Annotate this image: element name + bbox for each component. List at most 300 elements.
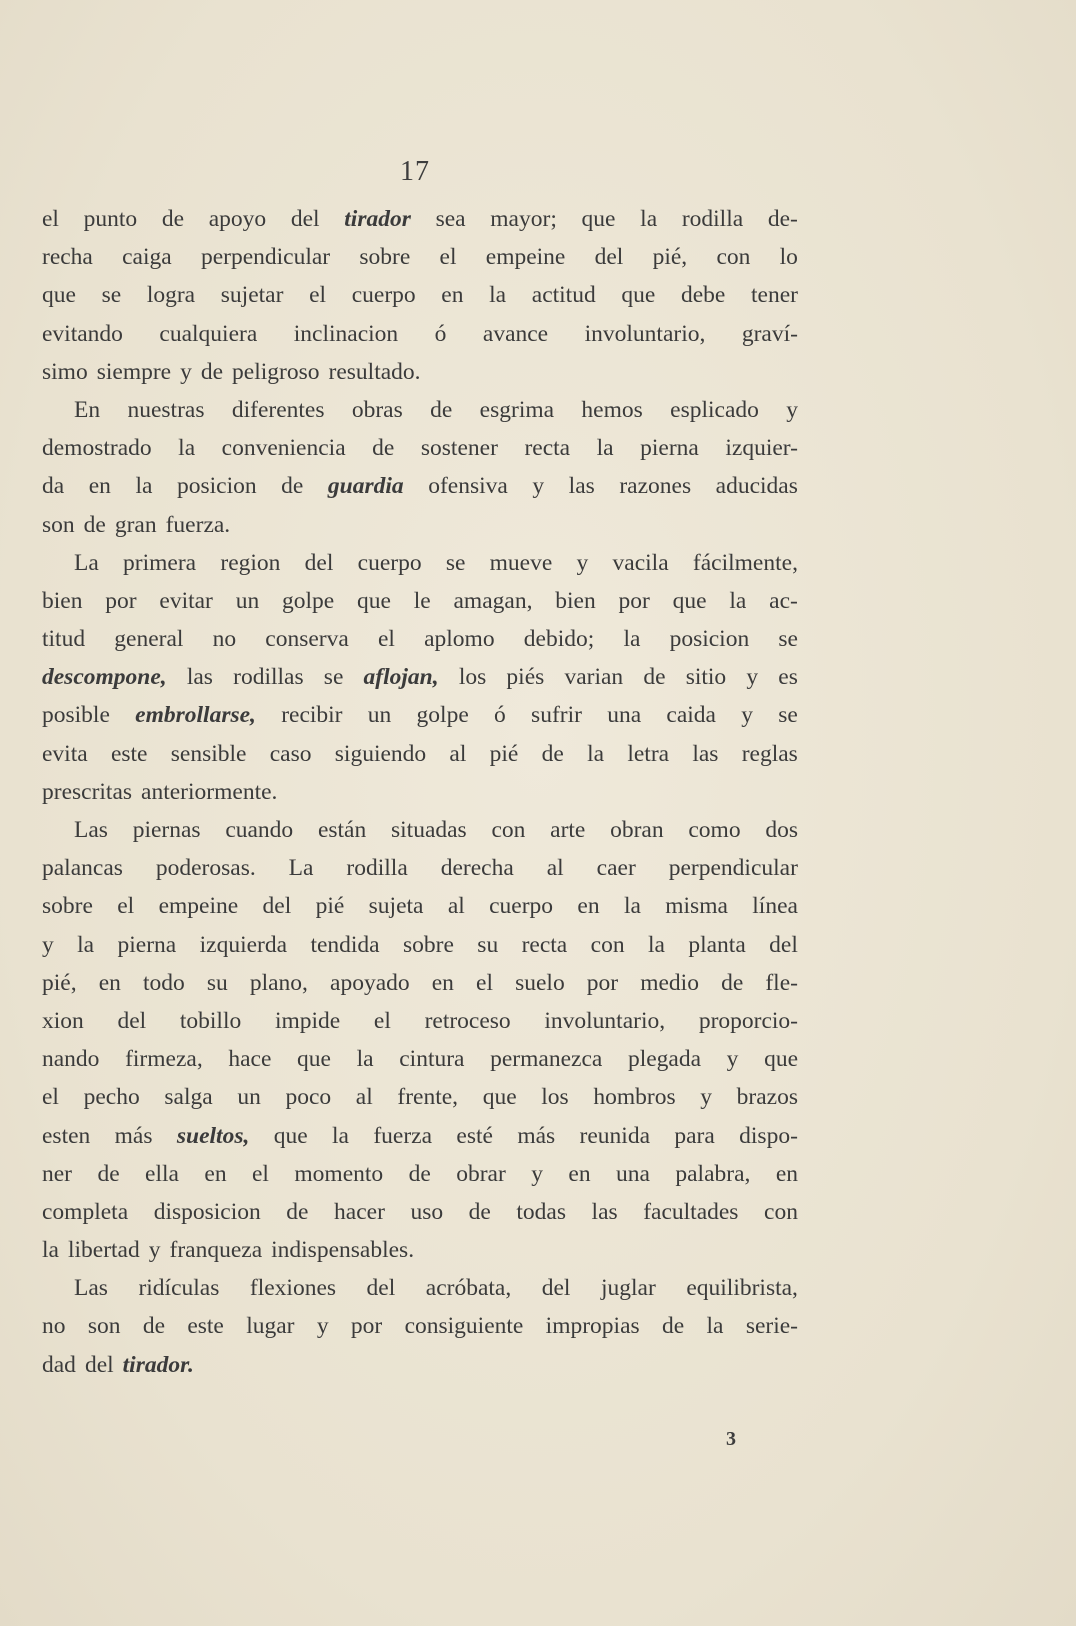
word: con [491, 817, 526, 843]
word: se [778, 626, 798, 653]
word: pié [315, 893, 345, 920]
word: se [323, 664, 344, 691]
word: la [489, 282, 507, 309]
word: mayor; [490, 206, 557, 232]
word: el [377, 626, 395, 653]
word: caer [596, 855, 636, 882]
text-line [42, 964, 798, 1002]
text-line [42, 315, 798, 353]
word: obran [610, 817, 664, 843]
word: perpendicular [200, 244, 331, 271]
word: la [77, 931, 95, 958]
word: más [114, 1122, 153, 1149]
word: sea [435, 206, 466, 232]
word: rodilla [681, 206, 744, 232]
word: del [290, 206, 320, 232]
text-line [42, 582, 798, 620]
word: La [288, 855, 314, 882]
word: aducidas [715, 473, 798, 500]
word: arte [550, 817, 586, 843]
word: aplomo [424, 626, 495, 653]
word: en [775, 1160, 798, 1187]
word: la [356, 1046, 374, 1073]
word: no [42, 1313, 66, 1340]
text-line [42, 429, 798, 467]
word: en [98, 969, 121, 996]
word: cintura [399, 1046, 465, 1073]
text-line [42, 467, 798, 505]
text-line [42, 1346, 798, 1384]
italic-word: aflojan, [363, 664, 439, 691]
word: con [764, 1198, 798, 1225]
word: general [114, 626, 184, 653]
word: pié [489, 740, 519, 767]
word: consiguiente [404, 1313, 524, 1340]
word: la [178, 435, 196, 462]
word: este [187, 1313, 224, 1340]
word: plegada [627, 1046, 702, 1073]
word: golpe [416, 702, 469, 729]
word: sobre [403, 931, 454, 958]
italic-word: descompone, [42, 664, 167, 691]
word: del [304, 549, 334, 576]
word: En [74, 396, 101, 423]
word: que [581, 206, 616, 232]
word: sensible [170, 740, 247, 767]
word: xion [42, 1007, 84, 1034]
word: se [778, 702, 798, 729]
word: posible [42, 702, 110, 729]
word: medio [640, 969, 699, 996]
word: palabra, [675, 1160, 751, 1187]
word: que [764, 1046, 798, 1073]
word: pecho [83, 1084, 140, 1111]
word: hace [228, 1046, 272, 1073]
word: involuntario, [544, 1007, 666, 1034]
word: siguiendo [334, 740, 427, 767]
word: demostrado [42, 435, 152, 462]
word: dos [765, 817, 798, 843]
word: debido; [523, 626, 595, 653]
text-line [42, 735, 798, 773]
word: fle- [765, 969, 798, 996]
word: libertad [67, 1237, 140, 1264]
word: que [273, 1122, 308, 1149]
word: caida [666, 702, 716, 729]
word: suelo [515, 969, 565, 996]
word: el [373, 1007, 391, 1034]
word: La [74, 549, 99, 576]
word: tendida [310, 931, 380, 958]
word: dad [42, 1351, 76, 1378]
word: perpendicular [668, 855, 798, 882]
word: acróbata, [425, 1275, 512, 1302]
word: del [117, 1007, 147, 1034]
word: siempre [96, 358, 172, 385]
word: frente, [397, 1084, 459, 1111]
word: están [317, 817, 367, 843]
word: y [726, 1046, 739, 1073]
word: actitud [531, 282, 596, 309]
word: las [568, 473, 595, 500]
word: equilibrista, [686, 1275, 798, 1302]
word: el [252, 1160, 269, 1187]
text-line [42, 391, 798, 429]
text-line [42, 353, 798, 391]
word: este [110, 740, 148, 767]
word: Las [74, 817, 108, 843]
word: en [88, 473, 111, 500]
word: impide [274, 1007, 341, 1034]
word: que [357, 587, 391, 614]
word: poderosas. [155, 855, 256, 882]
text-line [42, 200, 798, 238]
word: y [576, 549, 589, 576]
word: recha [42, 244, 93, 271]
word: se [101, 282, 122, 309]
word: sujetar [220, 282, 284, 309]
word: que [42, 282, 76, 309]
word: avance [482, 320, 549, 347]
word: proporcio- [698, 1007, 798, 1034]
word: el [309, 282, 327, 309]
word: apoyado [330, 969, 410, 996]
word: ó [434, 320, 447, 347]
text-line [42, 658, 798, 696]
italic-word: tirador [344, 206, 411, 232]
word: de [372, 435, 395, 462]
word: la [706, 1313, 724, 1340]
word: que [621, 282, 656, 309]
word: la [647, 931, 665, 958]
word: del [366, 1275, 396, 1302]
word: nuestras [127, 396, 205, 423]
word: piernas [132, 817, 201, 843]
word: recta [524, 435, 571, 462]
word: por [105, 587, 137, 614]
text-line [42, 276, 798, 314]
word: primera [123, 549, 197, 576]
text-line [42, 506, 798, 544]
text-line [42, 238, 798, 276]
word: la [42, 1237, 59, 1264]
word: las [186, 664, 213, 691]
word: gran [114, 511, 157, 538]
word: derecha [440, 855, 514, 882]
word: obrar [456, 1160, 506, 1187]
word: de [286, 1198, 309, 1225]
text-line [42, 620, 798, 658]
word: al [546, 855, 564, 882]
word: evita [42, 740, 88, 767]
word: caiga [122, 244, 172, 271]
text-line [42, 696, 798, 734]
word: sitio [685, 664, 727, 691]
word: en [568, 1160, 591, 1187]
word: le [413, 587, 431, 614]
italic-word: embrollarse, [135, 702, 256, 729]
body-text [42, 200, 798, 1384]
word: línea [752, 893, 798, 920]
word: completa [42, 1198, 129, 1225]
text-line [42, 1117, 798, 1155]
word: hombros [593, 1084, 676, 1111]
word: sostener [420, 435, 498, 462]
word: recibir [281, 702, 343, 729]
word: serie- [745, 1313, 798, 1340]
word: y [741, 702, 754, 729]
word: del [594, 244, 624, 271]
word: un [237, 1084, 261, 1111]
word: como [688, 817, 741, 843]
word: pierna [640, 435, 699, 462]
word: letra [627, 740, 670, 767]
word: empeine [485, 244, 566, 271]
word: prescritas [42, 778, 133, 805]
word: retroceso [424, 1007, 511, 1034]
word: la [729, 587, 747, 614]
word: en [204, 1160, 227, 1187]
word: las [692, 740, 719, 767]
text-line [42, 849, 798, 887]
word: planta [688, 931, 746, 958]
word: hacer [334, 1198, 385, 1225]
word: indispensables. [271, 1237, 415, 1264]
word: amagan, [453, 587, 533, 614]
word: esplicado [670, 396, 759, 423]
word: y [532, 473, 545, 500]
word: sobre [42, 893, 93, 920]
word: resultado. [328, 358, 421, 385]
word: por [618, 587, 650, 614]
word: izquier- [725, 435, 798, 462]
word: al [447, 893, 465, 920]
word: de [142, 1313, 165, 1340]
word: para [674, 1122, 715, 1149]
word: misma [665, 893, 728, 920]
word: y [180, 358, 192, 385]
word: en [441, 282, 464, 309]
word: reunida [579, 1122, 650, 1149]
word: situadas [390, 817, 467, 843]
word: todas [516, 1198, 566, 1225]
word: lo [779, 244, 798, 271]
word: todo [142, 969, 185, 996]
word: palancas [42, 855, 123, 882]
word: inclinacion [293, 320, 399, 347]
word: cualquiera [159, 320, 258, 347]
word: involuntario, [584, 320, 706, 347]
word: sobre [359, 244, 411, 271]
text-line [42, 544, 798, 582]
word: el [42, 206, 59, 232]
word: posicion [669, 626, 750, 653]
word: del [84, 1351, 114, 1378]
word: la [640, 206, 658, 232]
text-line [42, 1155, 798, 1193]
word: un [367, 702, 392, 729]
word: un [235, 587, 260, 614]
word: que [297, 1046, 331, 1073]
word: los [458, 664, 487, 691]
word: ó [494, 702, 506, 729]
italic-word: sueltos, [176, 1122, 250, 1149]
word: piés [506, 664, 545, 691]
text-line [42, 1231, 798, 1269]
word: hemos [581, 396, 643, 423]
word: en [577, 893, 600, 920]
word: esté [456, 1122, 493, 1149]
word: franqueza [169, 1237, 263, 1264]
word: punto [83, 206, 138, 232]
text-line [42, 1078, 798, 1116]
word: dispo- [739, 1122, 798, 1149]
word: cuando [225, 817, 294, 843]
word: el [476, 969, 493, 996]
word: conserva [265, 626, 349, 653]
word: del [769, 931, 798, 958]
word: ac- [769, 587, 798, 614]
word: de [643, 664, 666, 691]
word: evitando [42, 320, 123, 347]
word: sufrir [531, 702, 582, 729]
word: que [482, 1084, 517, 1111]
word: sujeta [368, 893, 424, 920]
word: que [672, 587, 707, 614]
word: permanezca [490, 1046, 603, 1073]
word: fuerza [373, 1122, 433, 1149]
word: su [477, 931, 499, 958]
word: fácilmente, [692, 549, 798, 576]
word: los [541, 1084, 569, 1111]
word: de [662, 1313, 685, 1340]
word: conveniencia [221, 435, 346, 462]
word: region [220, 549, 281, 576]
word: y [531, 1160, 543, 1187]
word: bien [555, 587, 596, 614]
word: debe [680, 282, 726, 309]
word: de- [767, 206, 798, 232]
word: fuerza. [165, 511, 231, 538]
word: vacila [612, 549, 669, 576]
word: nando [42, 1046, 100, 1073]
word: izquierda [199, 931, 288, 958]
word: varian [564, 664, 624, 691]
word: pié, [42, 969, 77, 996]
word: de [430, 396, 453, 423]
word: la [587, 740, 605, 767]
word: una [607, 702, 642, 729]
word: tener [751, 282, 798, 309]
word: cuerpo [489, 893, 554, 920]
text-line [42, 926, 798, 964]
text-line [42, 1193, 798, 1231]
word: y [148, 1237, 161, 1264]
word: una [616, 1160, 650, 1187]
word: pierna [117, 931, 177, 958]
word: razones [619, 473, 692, 500]
word: ofensiva [428, 473, 508, 500]
word: cuerpo [357, 549, 422, 576]
word: diferentes [231, 396, 325, 423]
word: apoyo [208, 206, 267, 232]
italic-word: guardia [327, 473, 404, 500]
word: de [97, 1160, 120, 1187]
word: rodillas [233, 664, 304, 691]
word: lugar [246, 1313, 295, 1340]
word: empeine [158, 893, 239, 920]
word: rodilla [346, 855, 408, 882]
word: obras [351, 396, 403, 423]
word: plano, [249, 969, 308, 996]
word: y [700, 1084, 712, 1111]
word: del [541, 1275, 571, 1302]
text-line [42, 811, 798, 849]
word: de [721, 969, 744, 996]
word: anteriormente. [141, 778, 278, 805]
word: titud [42, 626, 86, 653]
word: es [778, 664, 798, 691]
word: de [281, 473, 304, 500]
word: juglar [600, 1275, 656, 1302]
word: tobillo [179, 1007, 242, 1034]
signature-mark: 3 [726, 1428, 736, 1450]
word: esgrima [479, 396, 555, 423]
page-number: 17 [400, 156, 430, 187]
word: y [316, 1313, 329, 1340]
word: posicion [176, 473, 257, 500]
word: del [262, 893, 292, 920]
word: las [591, 1198, 618, 1225]
word: caso [269, 740, 312, 767]
word: y [786, 396, 798, 423]
word: el [117, 893, 135, 920]
word: mueve [489, 549, 553, 576]
word: disposicion [153, 1198, 261, 1225]
word: el [439, 244, 457, 271]
word: ella [145, 1160, 179, 1187]
word: de [408, 1160, 431, 1187]
word: de [83, 511, 106, 538]
word: impropias [545, 1313, 640, 1340]
word: y [42, 931, 54, 958]
word: golpe [281, 587, 335, 614]
word: reglas [741, 740, 798, 767]
word: al [355, 1084, 373, 1111]
text-line [42, 1307, 798, 1345]
word: Las [74, 1275, 108, 1302]
word: facultades [643, 1198, 739, 1225]
word: da [42, 473, 65, 500]
word: flexiones [249, 1275, 337, 1302]
word: pié, [652, 244, 688, 271]
word: graví- [741, 320, 798, 347]
word: simo [42, 358, 88, 385]
text-line [42, 1269, 798, 1307]
word: cuerpo [351, 282, 416, 309]
word: con [716, 244, 751, 271]
word: logra [146, 282, 196, 309]
word: por [586, 969, 619, 996]
word: ner [42, 1160, 73, 1187]
word: más [517, 1122, 556, 1149]
word: peligroso [232, 358, 320, 385]
word: de [541, 740, 564, 767]
word: de [468, 1198, 491, 1225]
word: uso [410, 1198, 444, 1225]
text-line [42, 1002, 798, 1040]
text-line [42, 1040, 798, 1078]
